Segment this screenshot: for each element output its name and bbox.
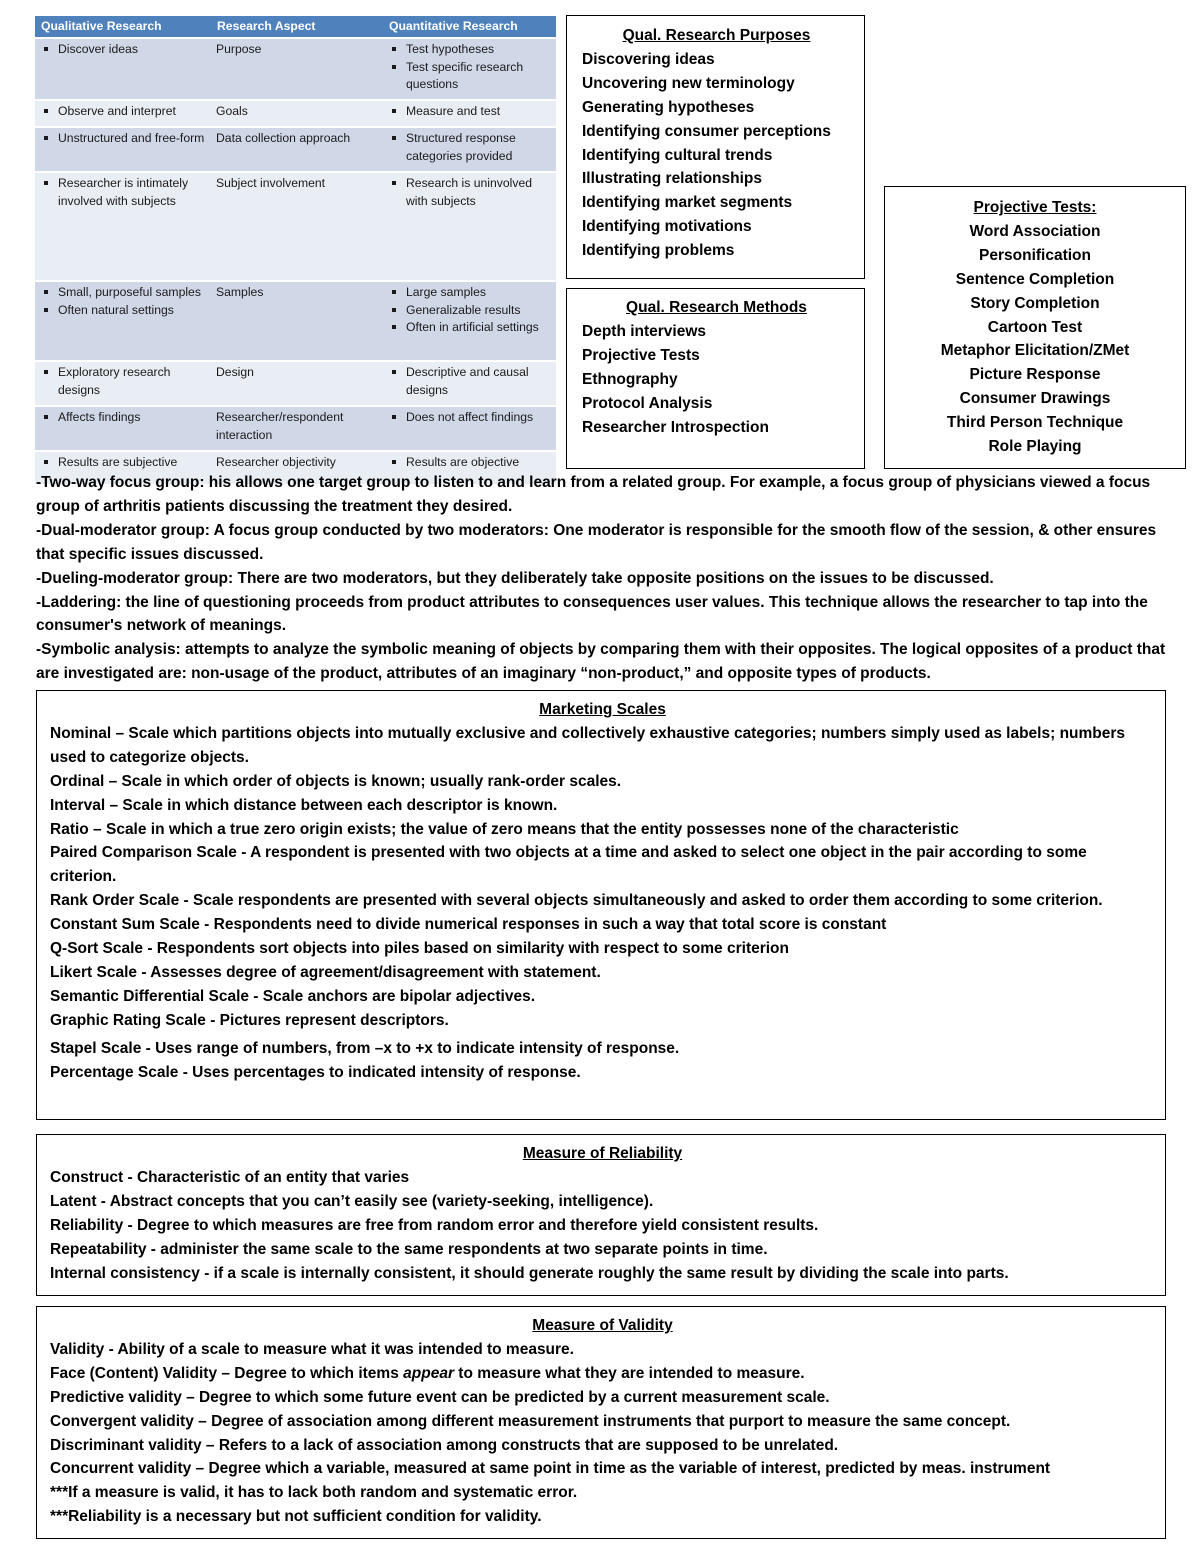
- purpose-item: Generating hypotheses: [582, 98, 755, 116]
- face-validity-text: Face (Content) Validity – Degree to which items: [50, 1364, 404, 1382]
- bullet-item: Structured response categories provided: [388, 130, 551, 165]
- bullet-item: Measure and test: [388, 103, 551, 121]
- bullet-item: Observe and interpret: [40, 103, 206, 121]
- bullet-item: Discover ideas: [40, 41, 206, 59]
- face-validity-emphasis: appear: [403, 1364, 454, 1382]
- validity-note: ***Reliability is a necessary but not sufficient condition for validity.: [50, 1508, 542, 1526]
- aspect-cell: Purpose: [211, 38, 383, 100]
- focus-group-definitions: [36, 471, 1166, 686]
- quant-cell: [383, 361, 556, 406]
- face-validity-definition: [50, 1362, 1155, 1386]
- marketing-scales-box: [36, 690, 1166, 1120]
- validity-title: Measure of Validity: [532, 1317, 673, 1334]
- aspect-cell: Researcher/respondent interaction: [211, 406, 383, 451]
- projective-tests-box: [884, 186, 1186, 469]
- qual-cell: [35, 100, 211, 127]
- validity-definition: Concurrent validity – Degree which a variable, measured at same point in time as the variable of interest, predicted by meas. instrument: [50, 1460, 1051, 1478]
- header-quantitative: Quantitative Research: [383, 16, 556, 38]
- aspect-cell: Researcher objectivity: [211, 451, 383, 484]
- table-header-row: [35, 16, 556, 38]
- scale-definition: Percentage Scale - Uses percentages to indicated intensity of response.: [50, 1063, 581, 1081]
- aspect-cell: Data collection approach: [211, 127, 383, 172]
- reliability-definition: Reliability - Degree to which measures are free from random error and therefore yield consistent results.: [50, 1216, 819, 1234]
- scales-title: Marketing Scales: [539, 701, 666, 718]
- reliability-box: [36, 1134, 1166, 1296]
- projective-item: Personification: [979, 246, 1091, 264]
- reliability-definition: Construct - Characteristic of an entity that varies: [50, 1168, 410, 1186]
- header-qualitative: Qualitative Research: [35, 16, 211, 38]
- bullet-item: Does not affect findings: [388, 409, 551, 427]
- aspect-cell: Samples: [211, 281, 383, 361]
- table-row: [35, 38, 556, 100]
- validity-definition: Validity - Ability of a scale to measure what it was intended to measure.: [50, 1340, 574, 1358]
- scale-definition: Constant Sum Scale - Respondents need to divide numerical responses in such a way that total score is constant: [50, 916, 887, 934]
- quant-cell: [383, 172, 556, 281]
- reliability-definition: Repeatability - administer the same scale to the same respondents at two separate points in time.: [50, 1240, 768, 1258]
- definition-paragraph: -Dual-moderator group: A focus group conducted by two moderators: One moderator is responsible for the smooth flow of the session, & other ensures that specific issues discussed.: [36, 521, 1157, 563]
- definition-paragraph: -Symbolic analysis: attempts to analyze the symbolic meaning of objects by comparing them with their opposites. The logical opposites of a product that are investigated are: non-usage of the product, attributes of an imaginary “non-product,” and opposite types of products.: [36, 641, 1166, 683]
- aspect-cell: Design: [211, 361, 383, 406]
- bullet-item: Researcher is intimately involved with subjects: [40, 175, 206, 210]
- bullet-item: Affects findings: [40, 409, 206, 427]
- bullet-item: Unstructured and free-form: [40, 130, 206, 148]
- method-item: Depth interviews: [582, 322, 707, 340]
- scale-definition: Ordinal – Scale in which order of objects is known; usually rank-order scales.: [50, 772, 622, 790]
- method-item: Protocol Analysis: [582, 394, 713, 412]
- table-row: [35, 406, 556, 451]
- purpose-item: Identifying cultural trends: [582, 146, 773, 164]
- purpose-item: Illustrating relationships: [582, 170, 762, 188]
- bullet-item: Test specific research questions: [388, 59, 551, 94]
- method-item: Ethnography: [582, 370, 678, 388]
- validity-box: [36, 1306, 1166, 1539]
- projective-item: Third Person Technique: [946, 414, 1124, 432]
- reliability-definition: Internal consistency - if a scale is internally consistent, it should generate roughly the same result by dividing the scale into parts.: [50, 1264, 1009, 1282]
- scale-definition: Graphic Rating Scale - Pictures represent descriptors.: [50, 1011, 449, 1029]
- table-row: [35, 127, 556, 172]
- scale-definition: Semantic Differential Scale - Scale anchors are bipolar adjectives.: [50, 987, 536, 1005]
- bullet-item: Often in artificial settings: [388, 319, 551, 337]
- purpose-item: Identifying market segments: [582, 194, 793, 212]
- scale-definition: Paired Comparison Scale - A respondent is presented with two objects at a time and asked to select one object in the pair according to some criterion.: [50, 844, 1087, 886]
- projective-item: Consumer Drawings: [959, 390, 1111, 408]
- aspect-cell: Goals: [211, 100, 383, 127]
- bullet-item: Results are objective: [388, 454, 551, 472]
- bullet-item: Exploratory research designs: [40, 364, 206, 399]
- qual-research-purposes-box: [566, 15, 865, 279]
- qual-cell: [35, 38, 211, 100]
- method-item: Researcher Introspection: [582, 418, 769, 436]
- reliability-title: Measure of Reliability: [522, 1145, 683, 1162]
- purposes-title: Qual. Research Purposes: [622, 27, 811, 44]
- projective-item: Cartoon Test: [987, 318, 1083, 336]
- definition-paragraph: -Two-way focus group: his allows one target group to listen to and learn from a related group. For example, a focus group of physicians viewed a focus group of arthritis patients discussing the treatment they desired.: [36, 474, 1151, 515]
- scale-definition: Likert Scale - Assesses degree of agreement/disagreement with statement.: [50, 963, 601, 981]
- scale-definition: Q-Sort Scale - Respondents sort objects into piles based on similarity with respect to some criterion: [50, 940, 789, 958]
- header-aspect: Research Aspect: [211, 16, 383, 38]
- projective-item: Sentence Completion: [955, 270, 1115, 288]
- scale-definition: Rank Order Scale - Scale respondents are presented with several objects simultaneously and asked to order them according to some criterion.: [50, 892, 1103, 910]
- bullet-item: Often natural settings: [40, 302, 206, 320]
- quant-cell: [383, 100, 556, 127]
- quant-cell: [383, 281, 556, 361]
- validity-definition: Predictive validity – Degree to which some future event can be predicted by a current measurement scale.: [50, 1388, 830, 1406]
- comparison-table: [35, 16, 556, 484]
- purpose-item: Identifying consumer perceptions: [582, 122, 831, 140]
- qual-cell: [35, 406, 211, 451]
- purpose-item: Identifying problems: [582, 242, 735, 260]
- validity-definition: Discriminant validity – Refers to a lack of association among constructs that are supposed to be unrelated.: [50, 1436, 839, 1454]
- methods-title: Qual. Research Methods: [626, 299, 807, 316]
- qual-cell: [35, 127, 211, 172]
- face-validity-text-end: to measure what they are intended to measure.: [453, 1364, 805, 1382]
- validity-definition: Convergent validity – Degree of association among different measurement instruments that purport to measure the same concept.: [50, 1412, 1011, 1430]
- bullet-item: Generalizable results: [388, 302, 551, 320]
- method-item: Projective Tests: [582, 346, 700, 364]
- projective-item: Role Playing: [988, 438, 1082, 456]
- projective-title: Projective Tests:: [973, 199, 1097, 216]
- purpose-item: Discovering ideas: [582, 50, 715, 68]
- purpose-item: Identifying motivations: [582, 218, 752, 236]
- scale-definition: Interval – Scale in which distance between each descriptor is known.: [50, 796, 558, 814]
- qual-cell: [35, 361, 211, 406]
- quant-cell: [383, 127, 556, 172]
- scale-definition: Ratio – Scale in which a true zero origin exists; the value of zero means that the entity possesses none of the characteristic: [50, 820, 959, 838]
- table-row: [35, 100, 556, 127]
- definition-paragraph: -Dueling-moderator group: There are two moderators, but they deliberately take opposite positions on the issues to be discussed.: [36, 569, 994, 587]
- table-row: [35, 281, 556, 361]
- purpose-item: Uncovering new terminology: [582, 74, 795, 92]
- qual-cell: [35, 172, 211, 281]
- bullet-item: Large samples: [388, 284, 551, 302]
- projective-item: Metaphor Elicitation/ZMet: [940, 342, 1130, 360]
- quant-cell: [383, 406, 556, 451]
- qual-research-methods-box: [566, 288, 865, 469]
- reliability-definition: Latent - Abstract concepts that you can’t easily see (variety-seeking, intelligence).: [50, 1192, 654, 1210]
- scale-definition: Stapel Scale - Uses range of numbers, from –x to +x to indicate intensity of response.: [50, 1039, 680, 1057]
- projective-item: Word Association: [969, 222, 1101, 240]
- aspect-cell: Subject involvement: [211, 172, 383, 281]
- table-row: [35, 172, 556, 281]
- table-row: [35, 361, 556, 406]
- bullet-item: Small, purposeful samples: [40, 284, 206, 302]
- definition-paragraph: -Laddering: the line of questioning proceeds from product attributes to consequences user values. This technique allows the researcher to tap into the consumer's network of meanings.: [36, 593, 1148, 635]
- validity-note: ***If a measure is valid, it has to lack both random and systematic error.: [50, 1484, 578, 1502]
- bullet-item: Test hypotheses: [388, 41, 551, 59]
- qual-cell: [35, 281, 211, 361]
- bullet-item: Descriptive and causal designs: [388, 364, 551, 399]
- projective-item: Picture Response: [969, 366, 1101, 384]
- bullet-item: Results are subjective: [40, 454, 206, 472]
- bullet-item: Research is uninvolved with subjects: [388, 175, 551, 210]
- scale-definition: Nominal – Scale which partitions objects into mutually exclusive and collectively exhaustive categories; numbers simply used as labels; numbers used to categorize objects.: [50, 724, 1126, 766]
- quant-cell: [383, 38, 556, 100]
- projective-item: Story Completion: [970, 294, 1100, 312]
